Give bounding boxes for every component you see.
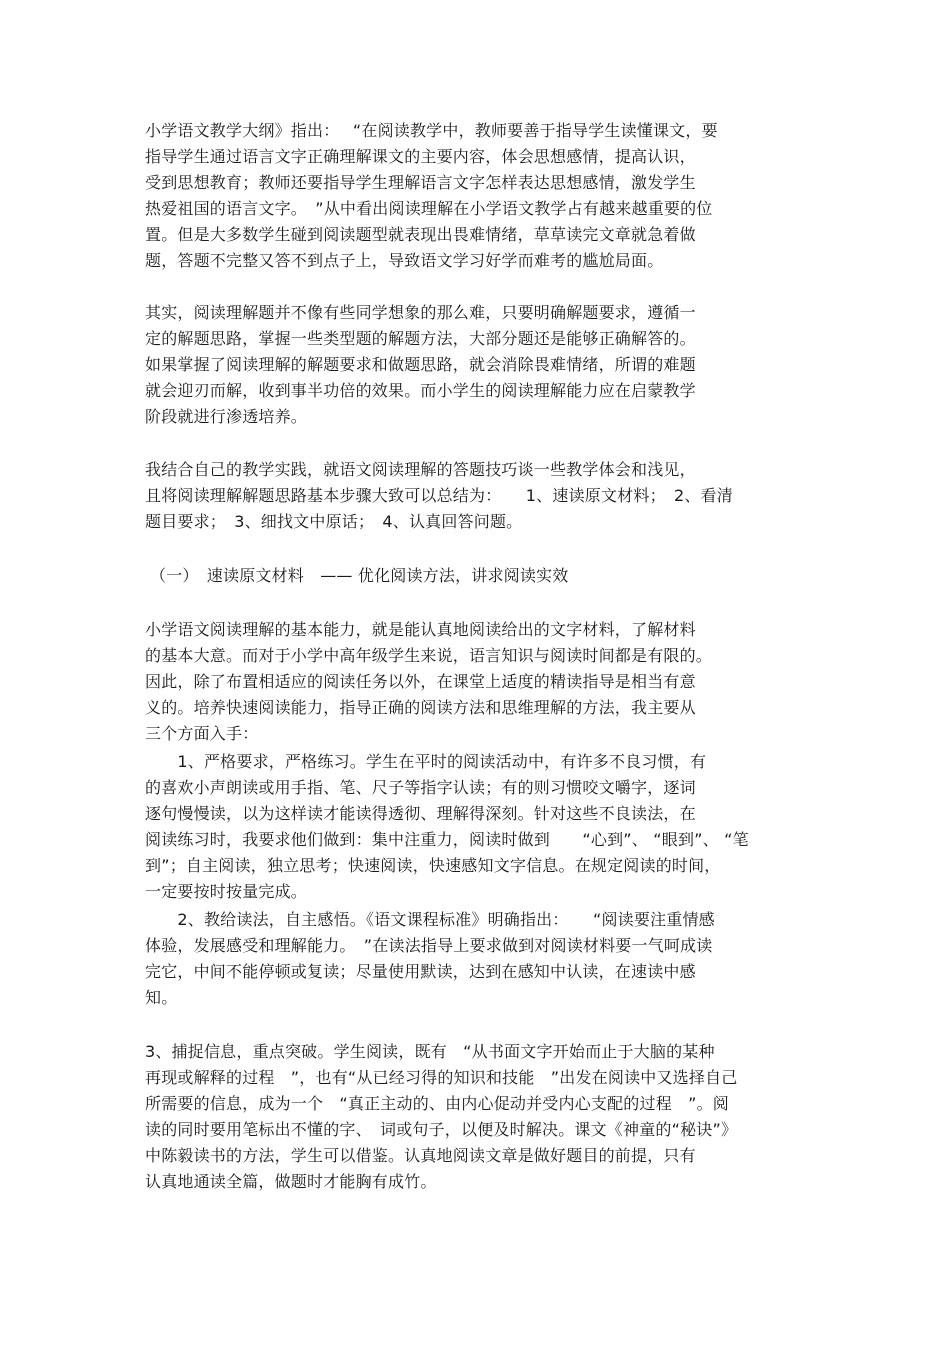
text-line: 定的解题思路，掌握一些类型题的解题方法，大部分题还是能够正确解答的。 xyxy=(145,329,696,348)
text-line: 2、教给读法，自主感悟。《语文课程标准》明确指出： “阅读要注重情感 xyxy=(145,910,715,929)
text-line: 所需要的信息，成为一个 “真正主动的、由内心促动并受内心支配的过程 ”。阅 xyxy=(145,1094,729,1113)
text-line: 到”；自主阅读，独立思考；快速阅读，快速感知文字信息。在规定阅读的时间， xyxy=(145,856,721,875)
text-line: 3、捕捉信息，重点突破。学生阅读，既有 “从书面文字开始而止于大脑的某种 xyxy=(145,1042,715,1061)
text-line: 完它，中间不能停顿或复读；尽量使用默读，达到在感知中认读，在速读中感 xyxy=(145,962,696,981)
section-title: （一） 速读原文材料 —— 优化阅读方法，讲求阅读实效 xyxy=(150,566,569,585)
text-line: 阶段就进行渗透培养。 xyxy=(145,407,308,426)
text-line: 置。但是大多数学生碰到阅读题型就表现出畏难情绪，草草读完文章就急着做 xyxy=(145,225,696,244)
text-line: 的基本大意。而对于小学中高年级学生来说，语言知识与阅读时间都是有限的。 xyxy=(145,646,713,665)
text-line: 认真地通读全篇，做题时才能胸有成竹。 xyxy=(145,1172,437,1191)
text-line: 1、严格要求，严格练习。学生在平时的阅读活动中，有许多不良习惯，有 xyxy=(145,752,707,771)
text-line: 阅读练习时，我要求他们做到：集中注重力，阅读时做到 “心到”、 “眼到”、 “笔 xyxy=(145,830,749,849)
text-line: 中陈毅读书的方法，学生可以借鉴。认真地阅读文章是做好题目的前提，只有 xyxy=(145,1146,696,1165)
text-line: 受到思想教育；教师还要指导学生理解语言文字怎样表达思想感情，激发学生 xyxy=(145,173,696,192)
text-line: 义的。培养快速阅读能力，指导正确的阅读方法和思维理解的方法，我主要从 xyxy=(145,698,696,717)
text-line: 热爱祖国的语言文字。 ”从中看出阅读理解在小学语文教学占有越来越重要的位 xyxy=(145,199,713,218)
text-line: 逐句慢慢读，以为这样读才能读得透彻、理解得深刻。针对这些不良读法，在 xyxy=(145,804,696,823)
text-line: 再现或解释的过程 ”，也有“从已经习得的知识和技能 ”出发在阅读中又选择自己 xyxy=(145,1068,738,1087)
text-line: 的喜欢小声朗读或用手指、笔、尺子等指字认读；有的则习惯咬文嚼字，逐词 xyxy=(145,778,696,797)
text-line: 小学语文教学大纲》指出： “在阅读教学中，教师要善于指导学生读懂课文，要 xyxy=(145,121,718,140)
text-line: 题目要求； 3、细找文中原话； 4、认真回答问题。 xyxy=(145,512,523,531)
text-line: 其实，阅读理解题并不像有些同学想象的那么难，只要明确解题要求，遵循一 xyxy=(145,303,696,322)
text-line: 小学语文阅读理解的基本能力，就是能认真地阅读给出的文字材料，了解材料 xyxy=(145,620,696,639)
text-line: 我结合自己的教学实践，就语文阅读理解的答题技巧谈一些教学体会和浅见， xyxy=(145,460,696,479)
text-line: 一定要按时按量完成。 xyxy=(145,882,308,901)
text-line: 三个方面入手： xyxy=(145,724,259,743)
text-line: 因此，除了布置相适应的阅读任务以外，在课堂上适度的精读指导是相当有意 xyxy=(145,672,696,691)
text-line: 且将阅读理解解题思路基本步骤大致可以总结为： 1、速读原文材料； 2、看清 xyxy=(145,486,733,505)
text-line: 读的同时要用笔标出不懂的字、 词或句子，以便及时解决。课文《神童的“秘诀”》 xyxy=(145,1120,738,1139)
text-line: 题，答题不完整又答不到点子上，导致语文学习好学而难考的尴尬局面。 xyxy=(145,251,664,270)
text-line: 就会迎刃而解，收到事半功倍的效果。而小学生的阅读理解能力应在启蒙教学 xyxy=(145,381,696,400)
text-line: 知。 xyxy=(145,988,178,1007)
text-line: 指导学生通过语言文字正确理解课文的主要内容，体会思想感情，提高认识， xyxy=(145,147,696,166)
text-line: 如果掌握了阅读理解的解题要求和做题思路，就会消除畏难情绪，所谓的难题 xyxy=(145,355,696,374)
text-line: 体验，发展感受和理解能力。 ”在读法指导上要求做到对阅读材料要一气呵成读 xyxy=(145,936,713,955)
